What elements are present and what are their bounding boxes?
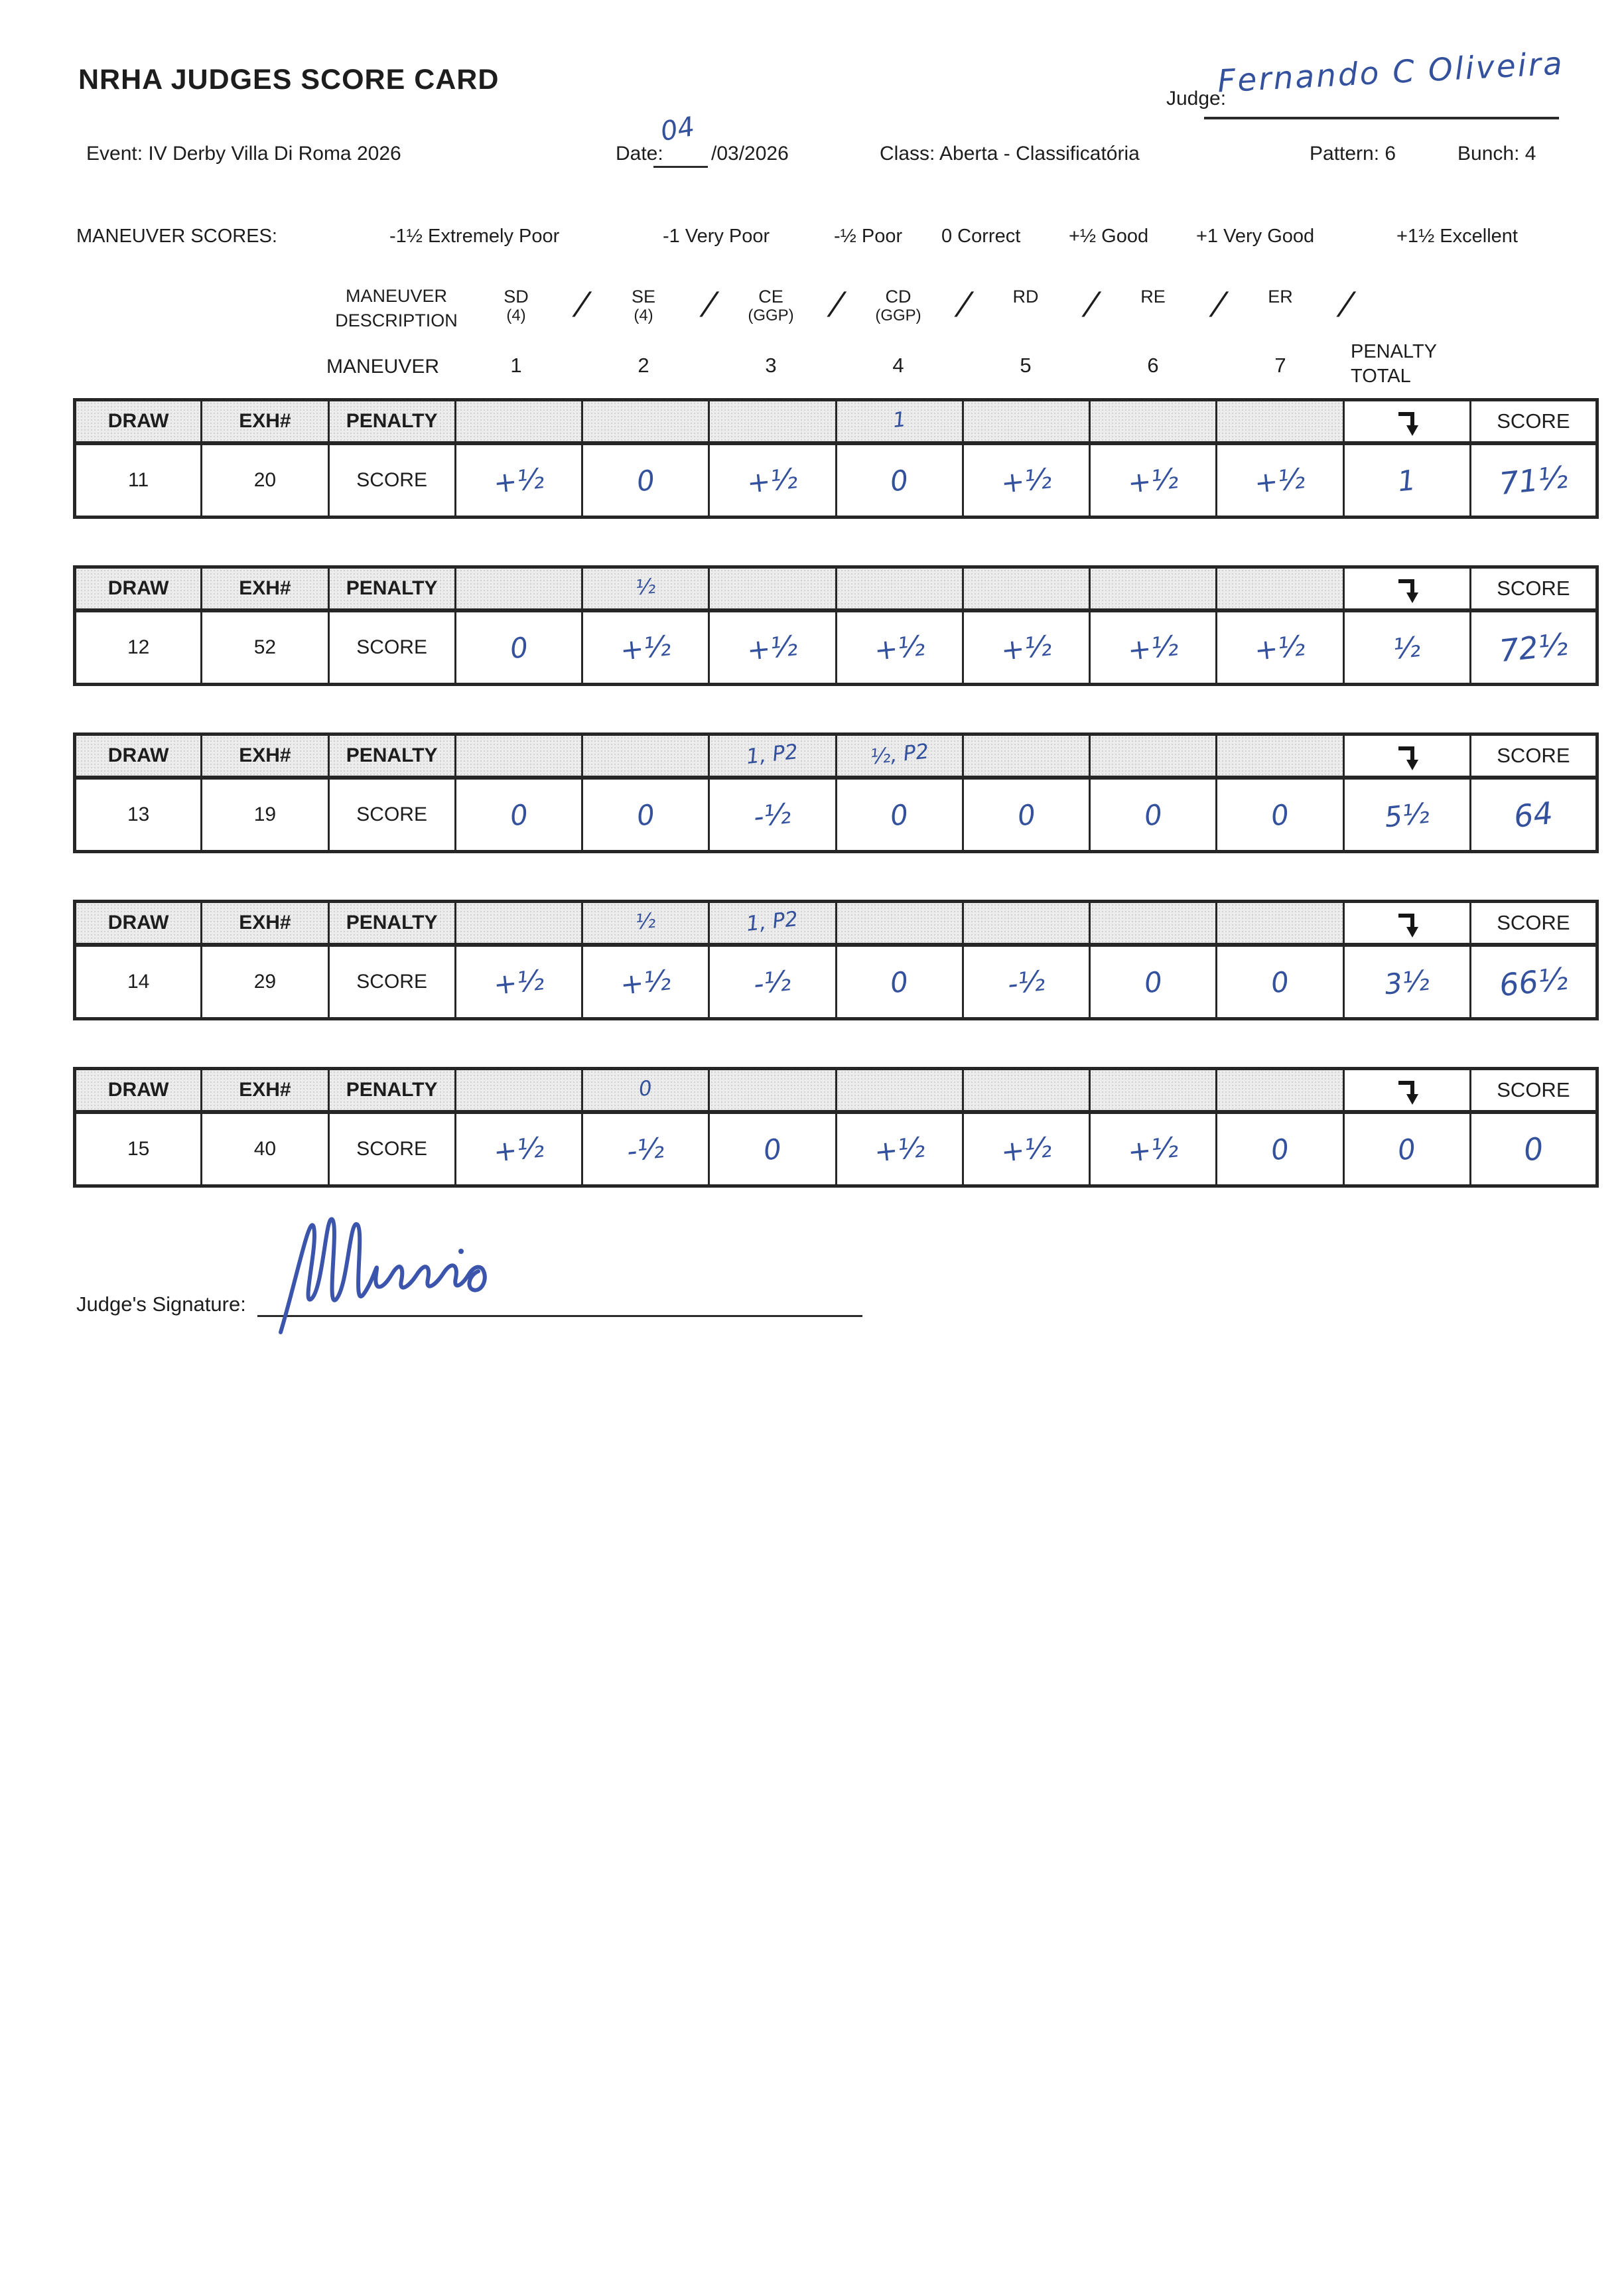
maneuver-score-handwritten: +½ bbox=[999, 461, 1053, 500]
maneuver-row-label: MANEUVER bbox=[326, 356, 440, 378]
penalty-cell-7 bbox=[1217, 902, 1343, 945]
score-row-label: SCORE bbox=[328, 443, 455, 518]
maneuver-score-handwritten: +½ bbox=[999, 1130, 1053, 1168]
score-cell-5 bbox=[963, 1112, 1089, 1186]
date-suffix: /03/2026 bbox=[711, 143, 789, 165]
maneuver-number-1: 1 bbox=[510, 354, 522, 377]
final-score-cell bbox=[1470, 610, 1597, 685]
exh-header: EXH# bbox=[202, 734, 328, 778]
score-cell-5 bbox=[963, 945, 1089, 1019]
score-column-header: SCORE bbox=[1470, 902, 1597, 945]
separator-slash: / bbox=[1209, 286, 1227, 324]
event-value: IV Derby Villa Di Roma 2026 bbox=[148, 143, 401, 165]
draw-header: DRAW bbox=[75, 400, 202, 444]
penalty-cell-3 bbox=[709, 567, 836, 611]
maneuver-score-handwritten: 0 bbox=[1142, 798, 1164, 832]
penalty-handwritten: ½ bbox=[634, 908, 657, 935]
penalty-cell-5 bbox=[963, 902, 1089, 945]
score-cell-4 bbox=[836, 443, 963, 518]
maneuver-score-handwritten: +½ bbox=[1126, 628, 1180, 667]
penalty-cell-4 bbox=[836, 734, 963, 778]
final-score-cell bbox=[1470, 443, 1597, 518]
draw-header: DRAW bbox=[75, 1069, 202, 1113]
score-cell-2 bbox=[582, 945, 709, 1019]
page-title: NRHA JUDGES SCORE CARD bbox=[78, 64, 500, 96]
maneuver-desc-5: RD / bbox=[1012, 286, 1100, 324]
maneuver-score-handwritten: +½ bbox=[492, 1130, 546, 1168]
separator-slash: / bbox=[572, 286, 590, 324]
penalty-cell-5 bbox=[963, 400, 1089, 444]
score-cell-3 bbox=[709, 778, 836, 852]
penalty-total-handwritten: 5½ bbox=[1383, 796, 1431, 833]
score-column-header: SCORE bbox=[1470, 1069, 1597, 1113]
penalty-cell-5 bbox=[963, 734, 1089, 778]
maneuver-description-row bbox=[452, 286, 1355, 325]
penalty-cell-1 bbox=[455, 567, 582, 611]
penalty-total-column bbox=[1343, 734, 1470, 778]
maneuver-score-handwritten: 0 bbox=[888, 798, 910, 832]
score-cell-2 bbox=[582, 778, 709, 852]
maneuver-number-2: 2 bbox=[638, 354, 649, 377]
penalty-cell-6 bbox=[1090, 567, 1217, 611]
score-cell-6 bbox=[1090, 610, 1217, 685]
separator-slash: / bbox=[827, 286, 845, 324]
final-score-handwritten: 0 bbox=[1521, 1130, 1545, 1168]
legend-good: +½ Good bbox=[1069, 226, 1149, 247]
draw-value: 13 bbox=[75, 778, 202, 852]
pattern-label: Pattern: bbox=[1310, 143, 1380, 165]
corner-down-arrow-icon bbox=[1394, 408, 1420, 439]
score-cell-7 bbox=[1217, 443, 1343, 518]
score-row-label: SCORE bbox=[328, 610, 455, 685]
exh-value: 20 bbox=[202, 443, 328, 518]
score-cell-1 bbox=[455, 945, 582, 1019]
corner-down-arrow-icon bbox=[1394, 910, 1420, 940]
penalty-total-handwritten: 3½ bbox=[1383, 963, 1431, 1001]
maneuver-score-handwritten: 0 bbox=[888, 965, 910, 999]
score-cell-6 bbox=[1090, 443, 1217, 518]
maneuver-desc-1: SD (4) / bbox=[504, 286, 590, 324]
score-table bbox=[73, 732, 1599, 853]
pattern-value: 6 bbox=[1385, 143, 1396, 165]
penalty-cell-5 bbox=[963, 1069, 1089, 1113]
judge-signature-line bbox=[1204, 117, 1559, 119]
score-cell-6 bbox=[1090, 1112, 1217, 1186]
class-label: Class: bbox=[880, 143, 935, 165]
exh-value: 29 bbox=[202, 945, 328, 1019]
bunch-value: 4 bbox=[1524, 143, 1536, 165]
penalty-cell-6 bbox=[1090, 902, 1217, 945]
draw-value: 12 bbox=[75, 610, 202, 685]
penalty-cell-2 bbox=[582, 734, 709, 778]
score-cell-4 bbox=[836, 945, 963, 1019]
penalty-header: PENALTY bbox=[328, 1069, 455, 1113]
draw-header: DRAW bbox=[75, 902, 202, 945]
maneuver-score-handwritten: 0 bbox=[888, 463, 910, 498]
separator-slash: / bbox=[699, 286, 718, 324]
penalty-total-handwritten: 1 bbox=[1396, 463, 1418, 498]
penalty-cell-2 bbox=[582, 567, 709, 611]
penalty-handwritten: 0 bbox=[638, 1076, 653, 1101]
maneuver-score-handwritten: -½ bbox=[752, 963, 793, 1001]
maneuver-score-handwritten: -½ bbox=[752, 796, 793, 833]
maneuver-score-handwritten: +½ bbox=[492, 461, 546, 500]
event-label: Event: bbox=[86, 143, 143, 165]
exh-header: EXH# bbox=[202, 567, 328, 611]
score-cell-6 bbox=[1090, 778, 1217, 852]
maneuver-score-handwritten: -½ bbox=[1006, 963, 1047, 1001]
score-row-label: SCORE bbox=[328, 1112, 455, 1186]
maneuver-number-4: 4 bbox=[892, 354, 904, 377]
penalty-cell-1 bbox=[455, 734, 582, 778]
penalty-total-header: PENALTY TOTAL bbox=[1351, 341, 1438, 387]
separator-slash: / bbox=[954, 286, 973, 324]
maneuver-desc-6: RE / bbox=[1140, 286, 1227, 324]
final-score-handwritten: 71½ bbox=[1497, 458, 1570, 502]
class-label-and-value bbox=[880, 143, 1140, 165]
event-label-and-value bbox=[86, 143, 401, 165]
maneuver-score-handwritten: 0 bbox=[635, 463, 656, 498]
penalty-cell-7 bbox=[1217, 1069, 1343, 1113]
penalty-cell-3 bbox=[709, 902, 836, 945]
score-table bbox=[73, 565, 1599, 686]
penalty-cell-7 bbox=[1217, 400, 1343, 444]
penalty-cell-7 bbox=[1217, 567, 1343, 611]
date-label: Date: bbox=[616, 143, 663, 165]
maneuver-score-handwritten: +½ bbox=[618, 963, 673, 1001]
bunch-label: Bunch: bbox=[1457, 143, 1520, 165]
score-cell-4 bbox=[836, 778, 963, 852]
final-score-handwritten: 66½ bbox=[1497, 960, 1570, 1004]
penalty-header: PENALTY bbox=[328, 734, 455, 778]
score-cell-2 bbox=[582, 443, 709, 518]
penalty-total-cell bbox=[1343, 778, 1470, 852]
penalty-handwritten: 1, P2 bbox=[745, 740, 799, 769]
penalty-cell-4 bbox=[836, 1069, 963, 1113]
judge-name-handwritten: Fernando C Oliveira bbox=[1216, 45, 1566, 100]
exh-value: 19 bbox=[202, 778, 328, 852]
score-cell-1 bbox=[455, 610, 582, 685]
maneuver-desc-4: CD (GGP) / bbox=[875, 286, 973, 324]
exh-value: 40 bbox=[202, 1112, 328, 1186]
maneuver-score-handwritten: +½ bbox=[1126, 1130, 1180, 1168]
penalty-total-cell bbox=[1343, 1112, 1470, 1186]
penalty-total-column bbox=[1343, 1069, 1470, 1113]
judges-signature-scrawl bbox=[262, 1200, 554, 1339]
score-cell-4 bbox=[836, 1112, 963, 1186]
maneuver-desc-7: ER / bbox=[1268, 286, 1355, 324]
maneuver-score-handwritten: 0 bbox=[635, 798, 656, 832]
maneuver-score-handwritten: 0 bbox=[1269, 798, 1291, 832]
score-cell-4 bbox=[836, 610, 963, 685]
penalty-cell-4 bbox=[836, 567, 963, 611]
pattern-label-and-value bbox=[1310, 143, 1396, 165]
maneuver-score-handwritten: 0 bbox=[762, 1132, 783, 1166]
score-column-header: SCORE bbox=[1470, 400, 1597, 444]
maneuver-score-handwritten: +½ bbox=[872, 1130, 926, 1168]
class-value: Aberta - Classificatória bbox=[939, 143, 1140, 165]
maneuver-number-5: 5 bbox=[1020, 354, 1032, 377]
legend-excellent: +1½ Excellent bbox=[1396, 226, 1518, 247]
maneuver-score-handwritten: 0 bbox=[1269, 1132, 1291, 1166]
penalty-cell-6 bbox=[1090, 734, 1217, 778]
penalty-handwritten: 1, P2 bbox=[745, 907, 799, 936]
score-table bbox=[73, 398, 1599, 519]
score-cell-2 bbox=[582, 610, 709, 685]
penalty-total-column bbox=[1343, 902, 1470, 945]
corner-down-arrow-icon bbox=[1394, 742, 1420, 773]
final-score-handwritten: 64 bbox=[1512, 795, 1555, 835]
exh-header: EXH# bbox=[202, 902, 328, 945]
final-score-cell bbox=[1470, 945, 1597, 1019]
maneuver-score-handwritten: 0 bbox=[508, 798, 529, 832]
score-cell-5 bbox=[963, 778, 1089, 852]
score-cell-6 bbox=[1090, 945, 1217, 1019]
penalty-cell-6 bbox=[1090, 400, 1217, 444]
penalty-cell-5 bbox=[963, 567, 1089, 611]
maneuver-score-handwritten: +½ bbox=[492, 963, 546, 1001]
maneuver-score-handwritten: +½ bbox=[999, 628, 1053, 667]
draw-header: DRAW bbox=[75, 567, 202, 611]
legend-very-poor: -1 Very Poor bbox=[663, 226, 770, 247]
corner-down-arrow-icon bbox=[1394, 1077, 1420, 1107]
penalty-cell-1 bbox=[455, 902, 582, 945]
maneuver-score-handwritten: 0 bbox=[1142, 965, 1164, 999]
maneuver-score-handwritten: +½ bbox=[746, 461, 799, 500]
score-cell-3 bbox=[709, 443, 836, 518]
penalty-total-column bbox=[1343, 400, 1470, 444]
score-cell-5 bbox=[963, 443, 1089, 518]
exh-value: 52 bbox=[202, 610, 328, 685]
maneuver-number-6: 6 bbox=[1147, 354, 1159, 377]
maneuver-score-handwritten: 0 bbox=[1269, 965, 1291, 999]
score-cell-1 bbox=[455, 1112, 582, 1186]
score-row-label: SCORE bbox=[328, 945, 455, 1019]
corner-down-arrow-icon bbox=[1394, 575, 1420, 606]
score-cell-7 bbox=[1217, 1112, 1343, 1186]
score-cell-3 bbox=[709, 1112, 836, 1186]
score-cell-1 bbox=[455, 443, 582, 518]
maneuver-score-handwritten: 0 bbox=[1016, 798, 1037, 832]
maneuver-score-handwritten: +½ bbox=[746, 628, 799, 667]
score-cell-7 bbox=[1217, 778, 1343, 852]
final-score-handwritten: 72½ bbox=[1497, 626, 1570, 669]
separator-slash: / bbox=[1081, 286, 1100, 324]
score-column-header: SCORE bbox=[1470, 567, 1597, 611]
penalty-total-cell bbox=[1343, 945, 1470, 1019]
draw-value: 15 bbox=[75, 1112, 202, 1186]
penalty-cell-6 bbox=[1090, 1069, 1217, 1113]
maneuver-score-handwritten: +½ bbox=[1126, 461, 1180, 500]
maneuver-numbers-row bbox=[452, 354, 1344, 378]
score-table bbox=[73, 900, 1599, 1020]
maneuver-desc-3: CE (GGP) / bbox=[748, 286, 845, 324]
penalty-cell-2 bbox=[582, 1069, 709, 1113]
draw-header: DRAW bbox=[75, 734, 202, 778]
penalty-cell-1 bbox=[455, 400, 582, 444]
final-score-cell bbox=[1470, 778, 1597, 852]
penalty-total-cell bbox=[1343, 443, 1470, 518]
score-cell-2 bbox=[582, 1112, 709, 1186]
penalty-total-column bbox=[1343, 567, 1470, 611]
score-cell-7 bbox=[1217, 945, 1343, 1019]
legend-extremely-poor: -1½ Extremely Poor bbox=[389, 226, 560, 247]
maneuver-scores-label: MANEUVER SCORES: bbox=[76, 226, 277, 247]
maneuver-score-handwritten: +½ bbox=[872, 628, 926, 667]
legend-very-good: +1 Very Good bbox=[1196, 226, 1315, 247]
separator-slash: / bbox=[1336, 286, 1355, 324]
penalty-header: PENALTY bbox=[328, 902, 455, 945]
score-column-header: SCORE bbox=[1470, 734, 1597, 778]
score-cell-5 bbox=[963, 610, 1089, 685]
draw-value: 14 bbox=[75, 945, 202, 1019]
score-row-label: SCORE bbox=[328, 778, 455, 852]
penalty-cell-1 bbox=[455, 1069, 582, 1113]
draw-value: 11 bbox=[75, 443, 202, 518]
penalty-cell-4 bbox=[836, 902, 963, 945]
penalty-cell-3 bbox=[709, 400, 836, 444]
penalty-header: PENALTY bbox=[328, 400, 455, 444]
exh-header: EXH# bbox=[202, 400, 328, 444]
maneuver-score-handwritten: +½ bbox=[1253, 628, 1307, 667]
penalty-total-handwritten: 0 bbox=[1396, 1132, 1418, 1166]
penalty-handwritten: ½, P2 bbox=[868, 739, 930, 770]
maneuver-desc-2: SE (4) / bbox=[631, 286, 718, 324]
penalty-cell-4 bbox=[836, 400, 963, 444]
legend-poor: -½ Poor bbox=[834, 226, 903, 247]
maneuver-number-7: 7 bbox=[1274, 354, 1286, 377]
judge-label: Judge: bbox=[1166, 88, 1227, 109]
maneuver-score-handwritten: 0 bbox=[508, 630, 529, 665]
bunch-label-and-value bbox=[1457, 143, 1536, 165]
penalty-header: PENALTY bbox=[328, 567, 455, 611]
date-day-handwritten: 04 bbox=[658, 111, 697, 148]
penalty-cell-3 bbox=[709, 1069, 836, 1113]
maneuver-number-3: 3 bbox=[765, 354, 777, 377]
penalty-total-handwritten: ½ bbox=[1391, 630, 1422, 665]
penalty-handwritten: ½ bbox=[634, 574, 657, 600]
exh-header: EXH# bbox=[202, 1069, 328, 1113]
penalty-cell-7 bbox=[1217, 734, 1343, 778]
penalty-cell-2 bbox=[582, 902, 709, 945]
score-cell-3 bbox=[709, 610, 836, 685]
final-score-cell bbox=[1470, 1112, 1597, 1186]
judges-signature-label: Judge's Signature: bbox=[76, 1292, 246, 1316]
maneuver-score-handwritten: +½ bbox=[1253, 461, 1307, 500]
penalty-cell-3 bbox=[709, 734, 836, 778]
legend-correct: 0 Correct bbox=[941, 226, 1021, 247]
maneuver-score-handwritten: -½ bbox=[625, 1131, 666, 1168]
penalty-handwritten: 1 bbox=[891, 407, 908, 433]
maneuver-description-label: MANEUVER DESCRIPTION bbox=[335, 286, 458, 330]
score-cell-7 bbox=[1217, 610, 1343, 685]
maneuver-score-handwritten: +½ bbox=[618, 628, 673, 667]
date-fill-line bbox=[653, 166, 708, 168]
penalty-total-cell bbox=[1343, 610, 1470, 685]
score-cell-3 bbox=[709, 945, 836, 1019]
penalty-cell-2 bbox=[582, 400, 709, 444]
score-table bbox=[73, 1067, 1599, 1188]
score-cell-1 bbox=[455, 778, 582, 852]
